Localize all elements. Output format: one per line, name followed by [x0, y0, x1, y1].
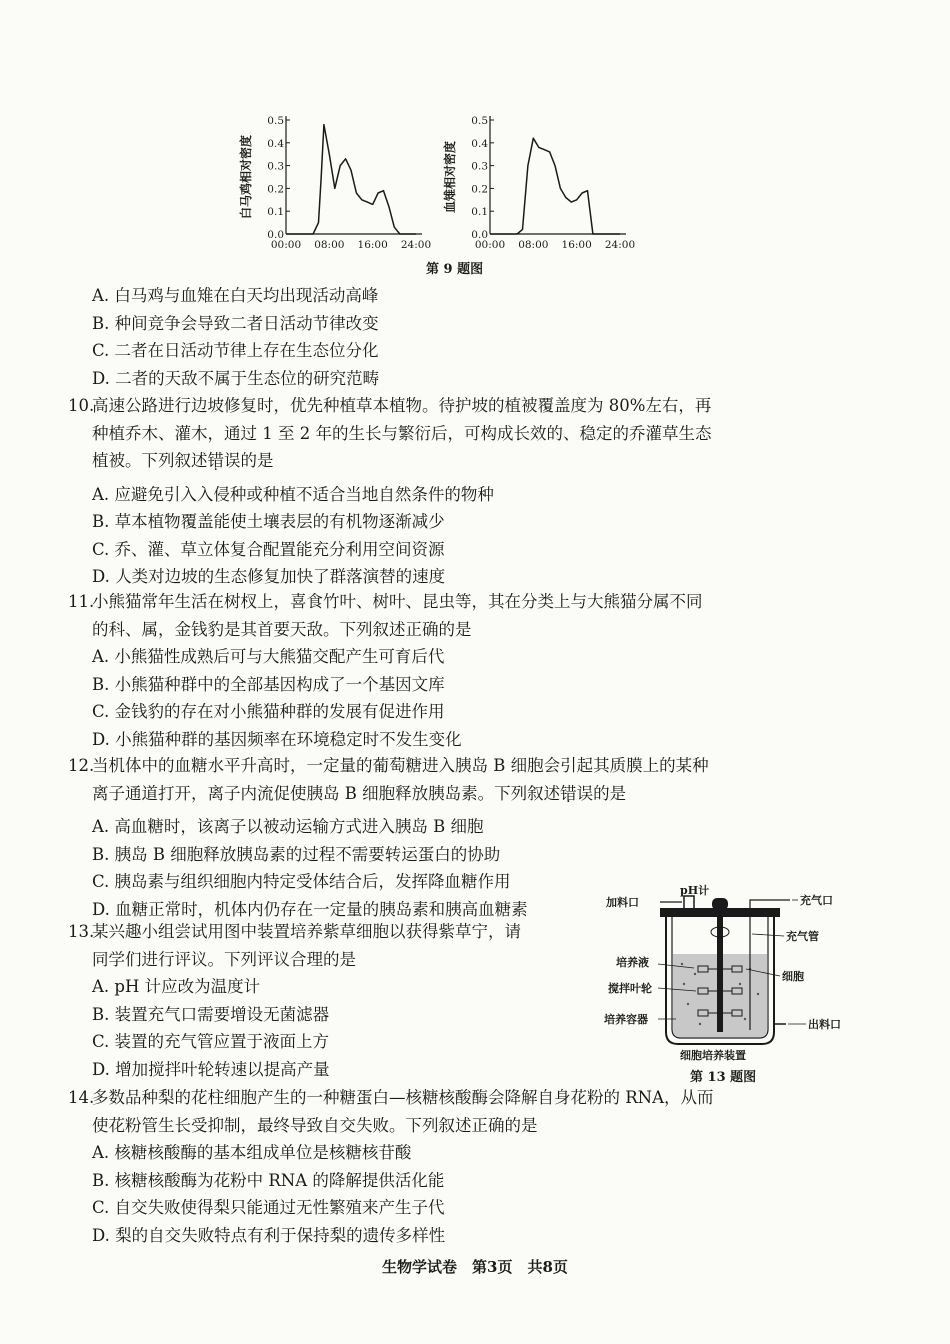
q12-line1: 当机体中的血糖水平升高时，一定量的葡萄糖进入胰岛 B 细胞会引起其质膜上的某种 [92, 756, 709, 775]
q10-line3-c: 误的是 [224, 451, 274, 470]
q10-number: 10. [68, 396, 95, 415]
q9-option-a: A. 白马鸡与血雉在白天均出现活动高峰 [92, 286, 379, 305]
stirring-shaft [717, 917, 723, 1032]
chart1-x-tick-label: 08:00 [314, 239, 345, 251]
q13-option-a: A. pH 计应改为温度计 [92, 977, 261, 996]
q12-line2-c: 误的是 [576, 783, 627, 803]
chart1-y-tick-label: 0.3 [267, 160, 284, 173]
q10-line2: 种植乔木、灌木，通过 1 至 2 年的生长与繁衍后，可构成长效的、稳定的乔灌草生态 [92, 423, 712, 443]
chart1-y-tick-label: 0.1 [267, 206, 284, 219]
chart2-x-tick-label: 24:00 [604, 239, 636, 251]
ph-meter-probe [684, 896, 694, 910]
q13-option-b: B. 装置充气口需要增设无菌滤器 [92, 1004, 330, 1024]
q10-option-d: D. 人类对边坡的生态修复加快了群落演替的速度 [92, 567, 446, 586]
q10-line1: 高速公路进行边坡修复时，优先种植草本植物。待护坡的植被覆盖度为 80%左右，再 [92, 396, 712, 415]
chart1-series-line [286, 125, 416, 234]
label-cell: 细胞 [782, 970, 804, 983]
chart2-series-line [490, 138, 620, 234]
air-inlet-pipe [750, 900, 790, 908]
label-outlet: 出料口 [808, 1018, 841, 1031]
label-air-inlet: 充气口 [800, 894, 833, 907]
q10-emphasis: 错 [207, 451, 224, 470]
figure-9-caption: 第 9 题图 [426, 262, 484, 277]
figure-13 [600, 884, 850, 1084]
q13-line1: 某兴趣小组尝试用图中装置培养紫草细胞以获得紫草宁，请 [92, 922, 521, 941]
label-impeller: 搅拌叶轮 [608, 982, 652, 995]
q12-stem [68, 752, 709, 807]
q11-line1: 小熊猫常年生活在树杈上，喜食竹叶、树叶、昆虫等，其在分类上与大熊猫分属不同 [92, 592, 703, 611]
question-10 [68, 392, 712, 591]
chart1-x-tick-label: 24:00 [400, 239, 432, 251]
motor-knob [712, 898, 728, 910]
q13-stem [68, 918, 521, 973]
label-device-title: 细胞培养装置 [680, 1049, 746, 1062]
q14-option-d: D. 梨的自交失败特点有利于保持梨的遗传多样性 [92, 1225, 446, 1245]
label-feed-port: 加料口 [606, 896, 639, 909]
chart2-x-tick-label: 16:00 [561, 239, 592, 251]
q10-stem [68, 392, 712, 475]
q11-line2: 的科、属，金钱豹是其首要天敌。下列叙述正确的是 [92, 619, 472, 639]
q10-line3-a: 植被。下列叙述 [92, 451, 208, 470]
q12-option-c: C. 胰岛素与组织细胞内特定受体结合后，发挥降血糖作用 [92, 872, 511, 891]
q14-option-c: C. 自交失败使得梨只能通过无性繁殖来产生子代 [92, 1198, 445, 1217]
q14-option-b: B. 核糖核酸酶为花粉中 RNA 的降解提供活化能 [92, 1170, 445, 1190]
question-9 [92, 282, 379, 392]
q9-option-d: D. 二者的天敌不属于生态位的研究范畴 [92, 368, 380, 388]
q14-option-a: A. 核糖核酸酶的基本组成单位是核糖核苷酸 [92, 1143, 412, 1162]
chart2-y-tick-label: 0.5 [471, 115, 488, 127]
chart1-x-tick-label: 00:00 [270, 239, 302, 251]
page-footer: 生物学试卷 第3页 共8页 [382, 1258, 568, 1276]
q11-option-c: C. 金钱豹的存在对小熊猫种群的发展有促进作用 [92, 702, 445, 721]
question-14 [68, 1084, 714, 1249]
figure-9 [228, 108, 648, 258]
q12-option-b: B. 胰岛 B 细胞释放胰岛素的过程不需要转运蛋白的协助 [92, 844, 501, 864]
chart1-y-label: 白马鸡相对密度 [239, 134, 253, 220]
label-air-tube: 充气管 [786, 930, 819, 943]
q11-option-b: B. 小熊猫种群中的全部基因构成了一个基因文库 [92, 674, 445, 694]
q14-line2: 使花粉管生长受抑制，最终导致自交失败。下列叙述正确的是 [92, 1115, 538, 1135]
chart2-y-tick-label: 0.0 [471, 229, 488, 241]
label-ph-meter: pH计 [680, 884, 710, 897]
q14-stem [68, 1084, 714, 1139]
q14-number: 14. [68, 1088, 95, 1107]
q12-option-a: A. 高血糖时，该离子以被动运输方式进入胰岛 B 细胞 [92, 817, 484, 836]
chart2-y-tick-label: 0.4 [471, 137, 488, 150]
chart2-y-tick-label: 0.2 [471, 183, 488, 196]
q11-number: 11. [68, 592, 95, 611]
chart2-y-tick-label: 0.1 [471, 206, 488, 219]
q13-line2: 同学们进行评议。下列评议合理的是 [92, 949, 356, 969]
q11-option-a: A. 小熊猫性成熟后可与大熊猫交配产生可育后代 [92, 647, 445, 666]
q10-option-b: B. 草本植物覆盖能使土壤表层的有机物逐渐减少 [92, 512, 445, 531]
q12-number: 12. [68, 756, 95, 775]
question-13 [68, 918, 521, 1083]
chart1-y-tick-label: 0.0 [267, 229, 284, 241]
chart2-x-tick-label: 08:00 [518, 239, 549, 251]
q13-option-c: C. 装置的充气管应置于液面上方 [92, 1032, 330, 1051]
label-medium: 培养液 [616, 956, 649, 969]
question-11 [68, 588, 703, 753]
q9-option-b: B. 种间竞争会导致二者日活动节律改变 [92, 313, 379, 333]
label-vessel: 培养容器 [604, 1013, 648, 1026]
chart1-y-tick-label: 0.4 [267, 137, 284, 150]
q9-option-c: C. 二者在日活动节律上存在生态位分化 [92, 341, 379, 360]
chart1-x-tick-label: 16:00 [357, 239, 388, 251]
q10-option-c: C. 乔、灌、草立体复合配置能充分利用空间资源 [92, 539, 445, 559]
q13-option-d: D. 增加搅拌叶轮转速以提高产量 [92, 1059, 330, 1079]
q11-option-d: D. 小熊猫种群的基因频率在环境稳定时不发生变化 [92, 729, 462, 749]
chart2-y-label: 血雉相对密度 [443, 140, 457, 214]
q10-option-a: A. 应避免引入入侵种或种植不适合当地自然条件的物种 [92, 484, 494, 504]
chart2-y-tick-label: 0.3 [471, 160, 488, 173]
q11-stem [68, 588, 703, 643]
figure-9-charts [228, 108, 648, 258]
figure-13-caption: 第 13 题图 [690, 1070, 757, 1085]
chart1-y-tick-label: 0.2 [267, 183, 284, 196]
chart2-x-tick-label: 00:00 [474, 239, 506, 251]
q12-emphasis: 错 [560, 783, 577, 803]
q10-line3 [92, 447, 711, 475]
chart1-y-tick-label: 0.5 [267, 115, 284, 127]
q12-option-d: D. 血糖正常时，机体内仍存在一定量的胰岛素和胰高血糖素 [92, 899, 528, 919]
q13-number: 13. [68, 922, 95, 941]
q14-line1: 多数品种梨的花柱细胞产生的一种糖蛋白—核糖核酸酶会降解自身花粉的 RNA，从而 [92, 1088, 714, 1107]
q12-line2-a: 离子通道打开，离子内流促使胰岛 B 细胞释放胰岛素。下列叙述 [92, 783, 561, 803]
q12-line2 [92, 780, 709, 808]
cell-culture-apparatus [600, 884, 850, 1084]
